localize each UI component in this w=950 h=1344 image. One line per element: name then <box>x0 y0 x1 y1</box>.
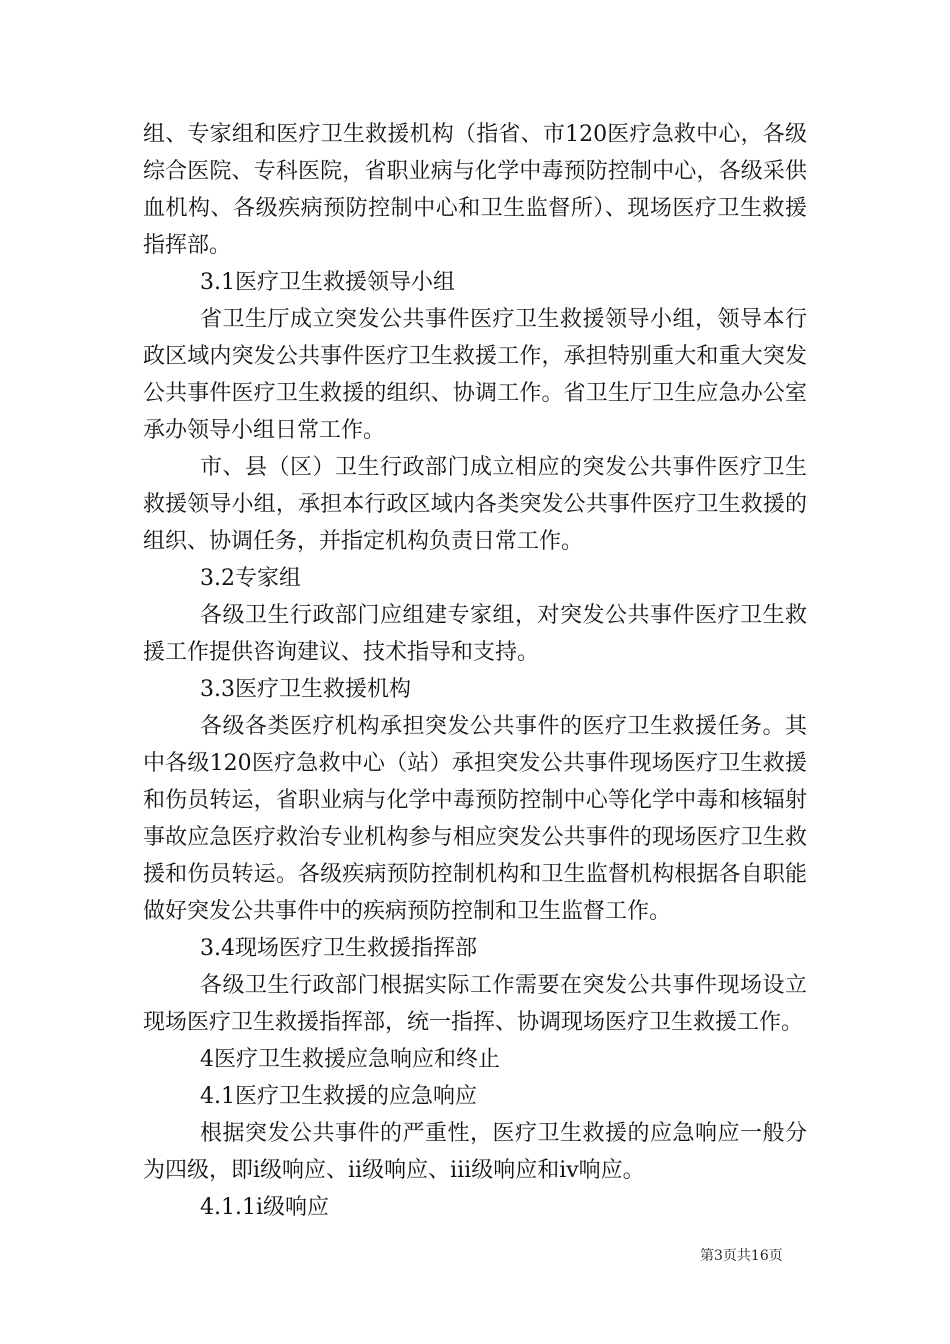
section-heading-3-4: 3.4现场医疗卫生救援指挥部 <box>200 936 477 961</box>
paragraph-10: 各级卫生行政部门根据实际工作需要在突发公共事件现场设立现场医疗卫生救援指挥部，统一指挥、协调现场医疗卫生救援工作。 <box>143 973 807 1035</box>
paragraph-13: 根据突发公共事件的严重性，医疗卫生救援的应急响应一般分为四级，即ⅰ级响应、ⅱ级响应、ⅲ级响应和ⅳ响应。 <box>143 1121 807 1183</box>
paragraph-4: 市、县（区）卫生行政部门成立相应的突发公共事件医疗卫生救援领导小组，承担本行政区域内各类突发公共事件医疗卫生救援的组织、协调任务，并指定机构负责日常工作。 <box>143 455 807 554</box>
section-heading-3-1: 3.1医疗卫生救援领导小组 <box>200 270 455 295</box>
section-heading-3-3: 3.3医疗卫生救援机构 <box>200 677 411 702</box>
document-body <box>143 116 807 1226</box>
section-heading-3-2: 3.2专家组 <box>200 566 301 591</box>
paragraph-8: 各级各类医疗机构承担突发公共事件的医疗卫生救援任务。其中各级120医疗急救中心（站）承担突发公共事件现场医疗卫生救援和伤员转运，省职业病与化学中毒预防控制中心等化学中毒和核辐射事故应急医疗救治专业机构参与相应突发公共事件的现场医疗卫生救援和伤员转运。各级疾病预防控制机构和卫生监督机构根据各自职能做好突发公共事件中的疾病预防控制和卫生监督工作。 <box>143 714 807 924</box>
paragraph-3: 省卫生厅成立突发公共事件医疗卫生救援领导小组，领导本行政区域内突发公共事件医疗卫生救援工作，承担特别重大和重大突发公共事件医疗卫生救援的组织、协调工作。省卫生厅卫生应急办公室承办领导小组日常工作。 <box>143 307 807 443</box>
paragraph-6: 各级卫生行政部门应组建专家组，对突发公共事件医疗卫生救援工作提供咨询建议、技术指导和支持。 <box>143 603 807 665</box>
section-heading-4: 4医疗卫生救援应急响应和终止 <box>200 1047 500 1072</box>
paragraph-1: 组、专家组和医疗卫生救援机构（指省、市120医疗急救中心，各级综合医院、专科医院，省职业病与化学中毒预防控制中心，各级采供血机构、各级疾病预防控制中心和卫生监督所）、现场医疗卫生救援指挥部。 <box>143 122 807 258</box>
section-heading-4-1: 4.1医疗卫生救援的应急响应 <box>200 1084 477 1109</box>
page-number: 第3页共16页 <box>700 1248 783 1264</box>
section-heading-4-1-1: 4.1.1ⅰ级响应 <box>200 1195 330 1220</box>
